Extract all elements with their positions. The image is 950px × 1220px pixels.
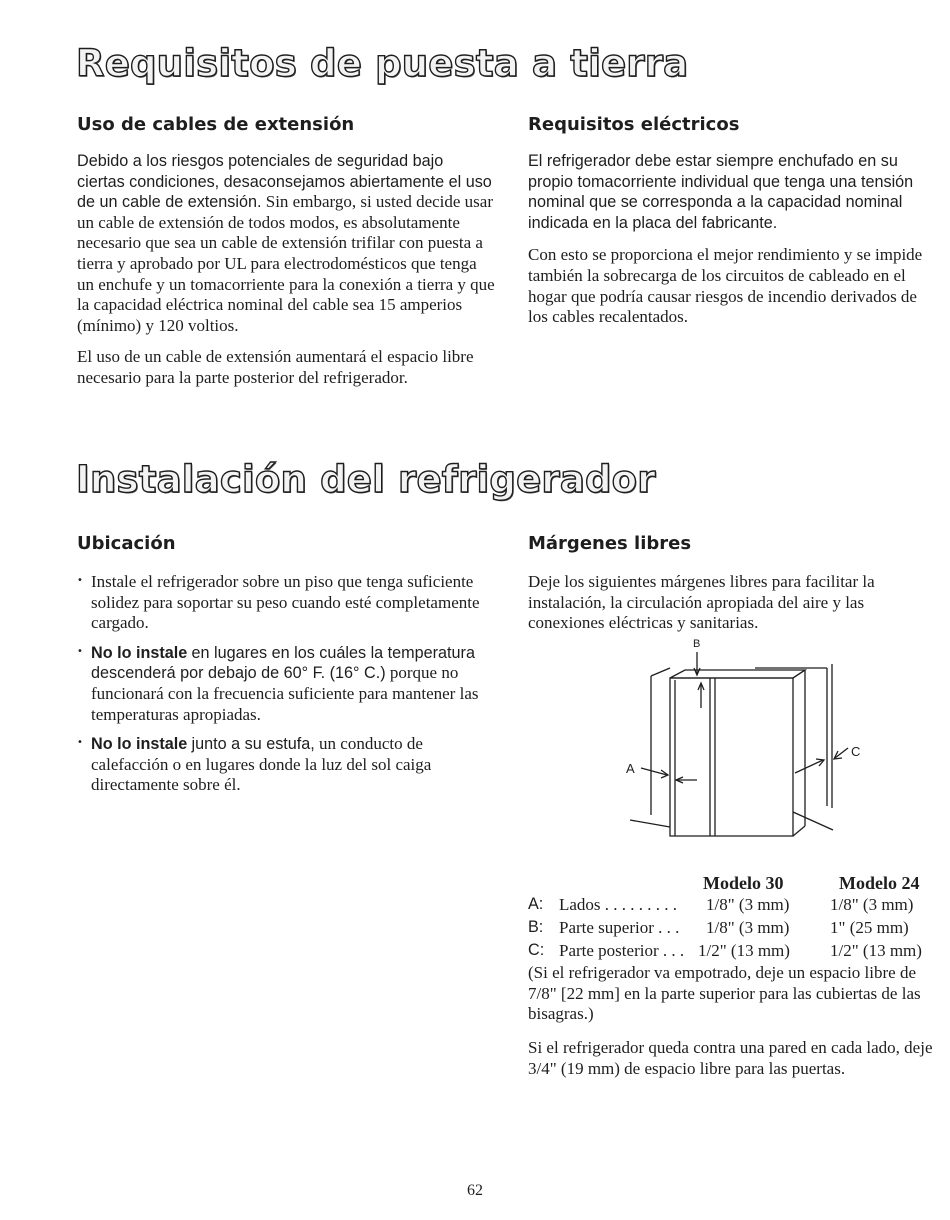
diagram-arrow-c: [795, 760, 823, 773]
table-row-key: C:: [528, 941, 545, 959]
table-row-label: Lados . . . . . . . . .: [559, 895, 678, 914]
table-header-model24: Modelo 24: [839, 873, 920, 893]
page-number: 62: [467, 1182, 483, 1199]
table-row-model30: 1/8" (3 mm): [706, 895, 790, 914]
bullet-icon: •: [77, 645, 83, 657]
clearances-note: (Si el refrigerador va empotrado, deje un espacio libre de 7/8" [22 mm] en la parte superior para las cubiertas de las bisagras.): [528, 963, 921, 1024]
table-row-a: [528, 895, 948, 916]
clearances-final: Si el refrigerador queda contra una pared en cada lado, deje 3/4" (19 mm) de espacio libre para las puertas.: [528, 1038, 933, 1078]
diagram-label-b: B: [693, 638, 701, 650]
diagram-label-c: C: [851, 744, 861, 759]
electrical-requirements-p1: El refrigerador debe estar siempre enchufado en su propio tomacorriente individual que tenga una tensión nominal que se corresponda a la capacidad nominal indicada en la placa del fabricante.: [528, 152, 914, 232]
diagram-wall-top-edge: [651, 668, 670, 676]
location-bullet-temperature: [77, 643, 497, 725]
temperature-limit-text: en lugares en los cuáles la temperatura descenderá por debajo de 60° F. (16° C.): [91, 643, 475, 683]
stove-text: junto a su estufa,: [191, 735, 315, 754]
diagram-fridge-front: [670, 678, 793, 836]
warning-bold: No lo instale: [91, 643, 188, 662]
extension-cords-warning: Debido a los riesgos potenciales de seguridad bajo ciertas condiciones, desaconsejamos abiertamente el uso de un cable de extensión.: [77, 152, 492, 212]
bullet-icon: •: [77, 737, 83, 749]
section-title-installation: Instalación del refrigerador: [76, 458, 656, 501]
table-header-model30: Modelo 30: [703, 873, 784, 893]
extension-cords-requirements: Sin embargo, si usted decide usar un cable de extensión de todos modos, es absolutamente necesario que sea un cable de extensión trifilar con puesta a tierra y aprobado por UL para electrodomésticos que tenga un enchufe y un tomacorriente para la conexión a tierra y que la capacidad eléctrica nominal del cable sea 15 amperios (mínimo) y 120 voltios.: [77, 192, 495, 335]
electrical-requirements-text: [528, 151, 938, 328]
table-row-model30: 1/8" (3 mm): [706, 918, 790, 937]
heading-clearances: Márgenes libres: [528, 533, 692, 554]
heading-location: Ubicación: [77, 533, 176, 554]
location-bullet-heat: [77, 734, 497, 796]
table-row-model24: 1/2" (13 mm): [830, 941, 922, 960]
extension-cords-text: [77, 151, 495, 389]
heading-electrical-requirements: Requisitos eléctricos: [528, 114, 740, 135]
table-row-key: A:: [528, 895, 544, 913]
location-bullet-floor: [77, 572, 497, 634]
temperature-reason-text: porque no funcionará con la frecuencia suficiente para mantener las temperaturas apropiadas.: [91, 663, 479, 724]
heading-extension-cords: Uso de cables de extensión: [77, 114, 355, 135]
table-row-key: B:: [528, 918, 544, 936]
table-row-model30: 1/2" (13 mm): [698, 941, 790, 960]
table-row-label: Parte posterior . . .: [559, 941, 685, 960]
diagram-fridge-side: [793, 670, 805, 678]
warning-bold: No lo instale: [91, 735, 188, 754]
location-bullet-floor-text: Instale el refrigerador sobre un piso que tenga suficiente solidez para soportar su peso cuando esté completamente cargado.: [91, 572, 480, 633]
clearance-diagram: [615, 630, 915, 855]
section-title-grounding: Requisitos de puesta a tierra: [76, 42, 689, 85]
heat-sources-text: un conducto de calefacción o en lugares donde la luz del sol caiga directamente sobre él.: [91, 734, 432, 795]
clearances-intro: Deje los siguientes márgenes libres para facilitar la instalación, la circulación apropiada del aire y las conexiones eléctricas y sanitarias.: [528, 572, 875, 633]
table-row-label: Parte superior . . .: [559, 918, 680, 937]
extension-cords-clearance: El uso de un cable de extensión aumentará el espacio libre necesario para la parte posterior del refrigerador.: [77, 347, 474, 387]
table-row-b: [528, 918, 948, 939]
table-row-model24: 1" (25 mm): [830, 918, 909, 937]
diagram-floor-left: [630, 820, 670, 827]
diagram-floor-right: [793, 812, 833, 830]
bullet-icon: •: [77, 575, 83, 586]
location-text: [77, 572, 497, 796]
diagram-fridge-top: [670, 670, 805, 678]
table-row-model24: 1/8" (3 mm): [830, 895, 914, 914]
table-row-c: [528, 941, 948, 962]
electrical-requirements-p2: Con esto se proporciona el mejor rendimiento y se impide también la sobrecarga de los circuitos de cableado en el hogar que podría causar riesgos de incendio derivados de los cables recalentados.: [528, 245, 923, 327]
diagram-fridge-side-bottom: [793, 826, 805, 836]
diagram-label-a: A: [626, 761, 635, 776]
